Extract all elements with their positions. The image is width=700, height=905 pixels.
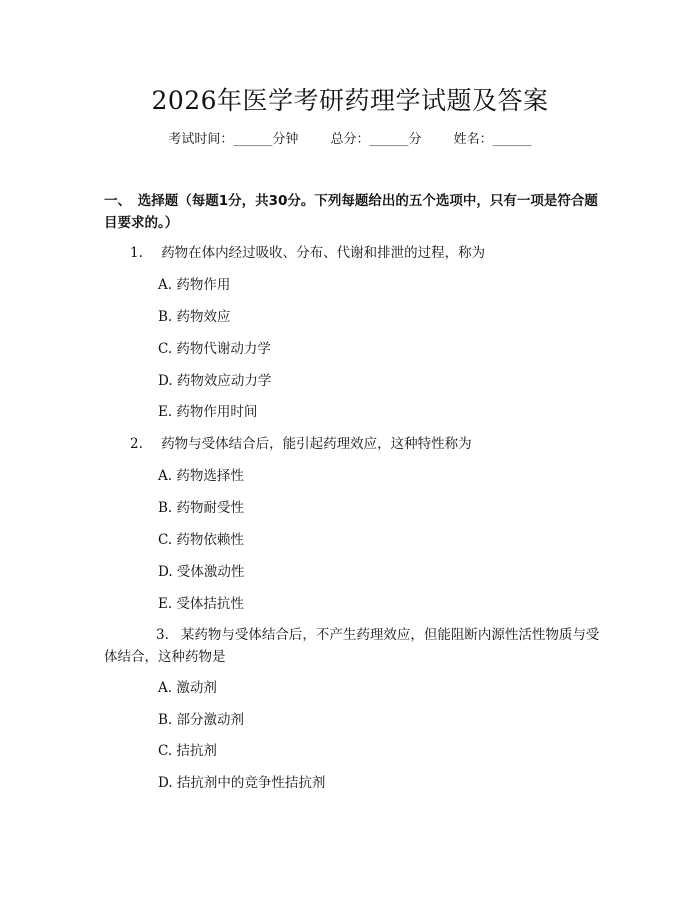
option-2b: B. 药物耐受性 [158, 500, 245, 516]
question-1 [104, 242, 604, 264]
question-number: 3. [156, 627, 169, 643]
question-text: 药物在体内经过吸收、分布、代谢和排泄的过程，称为 [161, 245, 486, 261]
option-1d: D. 药物效应动力学 [158, 373, 272, 389]
option-2e: E. 受体拮抗性 [158, 596, 244, 612]
option-2c: C. 药物依赖性 [158, 532, 244, 548]
option-2d: D. 受体激动性 [158, 564, 245, 580]
name-field: 姓名：______ [453, 132, 532, 147]
option-3b: B. 部分激动剂 [158, 712, 245, 728]
option-2a: A. 药物选择性 [158, 468, 244, 484]
question-2 [104, 433, 604, 455]
option-1b: B. 药物效应 [158, 309, 231, 325]
question-text: 某药物与受体结合后，不产生药理效应，但能阻断内源性活性物质与受体结合，这种药物是 [104, 627, 600, 665]
exam-time-field: 考试时间：______分钟 [168, 132, 299, 147]
question-text: 药物与受体结合后，能引起药理效应，这种特性称为 [161, 436, 472, 452]
section-heading: 一、 选择题（每题1分，共30分。下列每题给出的五个选项中，只有一项是符合题目要求的。） [104, 193, 598, 231]
option-1a: A. 药物作用 [158, 277, 231, 293]
option-3a: A. 激动剂 [158, 680, 217, 696]
question-3 [104, 624, 604, 668]
option-3c: C. 拮抗剂 [158, 743, 217, 759]
option-1e: E. 药物作用时间 [158, 404, 258, 420]
option-3d: D. 拮抗剂中的竞争性拮抗剂 [158, 775, 326, 791]
question-number: 1. [130, 245, 143, 261]
question-number: 2. [130, 436, 143, 452]
total-score-field: 总分：______分 [330, 132, 422, 147]
exam-info-line [0, 130, 700, 150]
option-1c: C. 药物代谢动力学 [158, 341, 271, 357]
page-title: 2026年医学考研药理学试题及答案 [151, 86, 549, 115]
